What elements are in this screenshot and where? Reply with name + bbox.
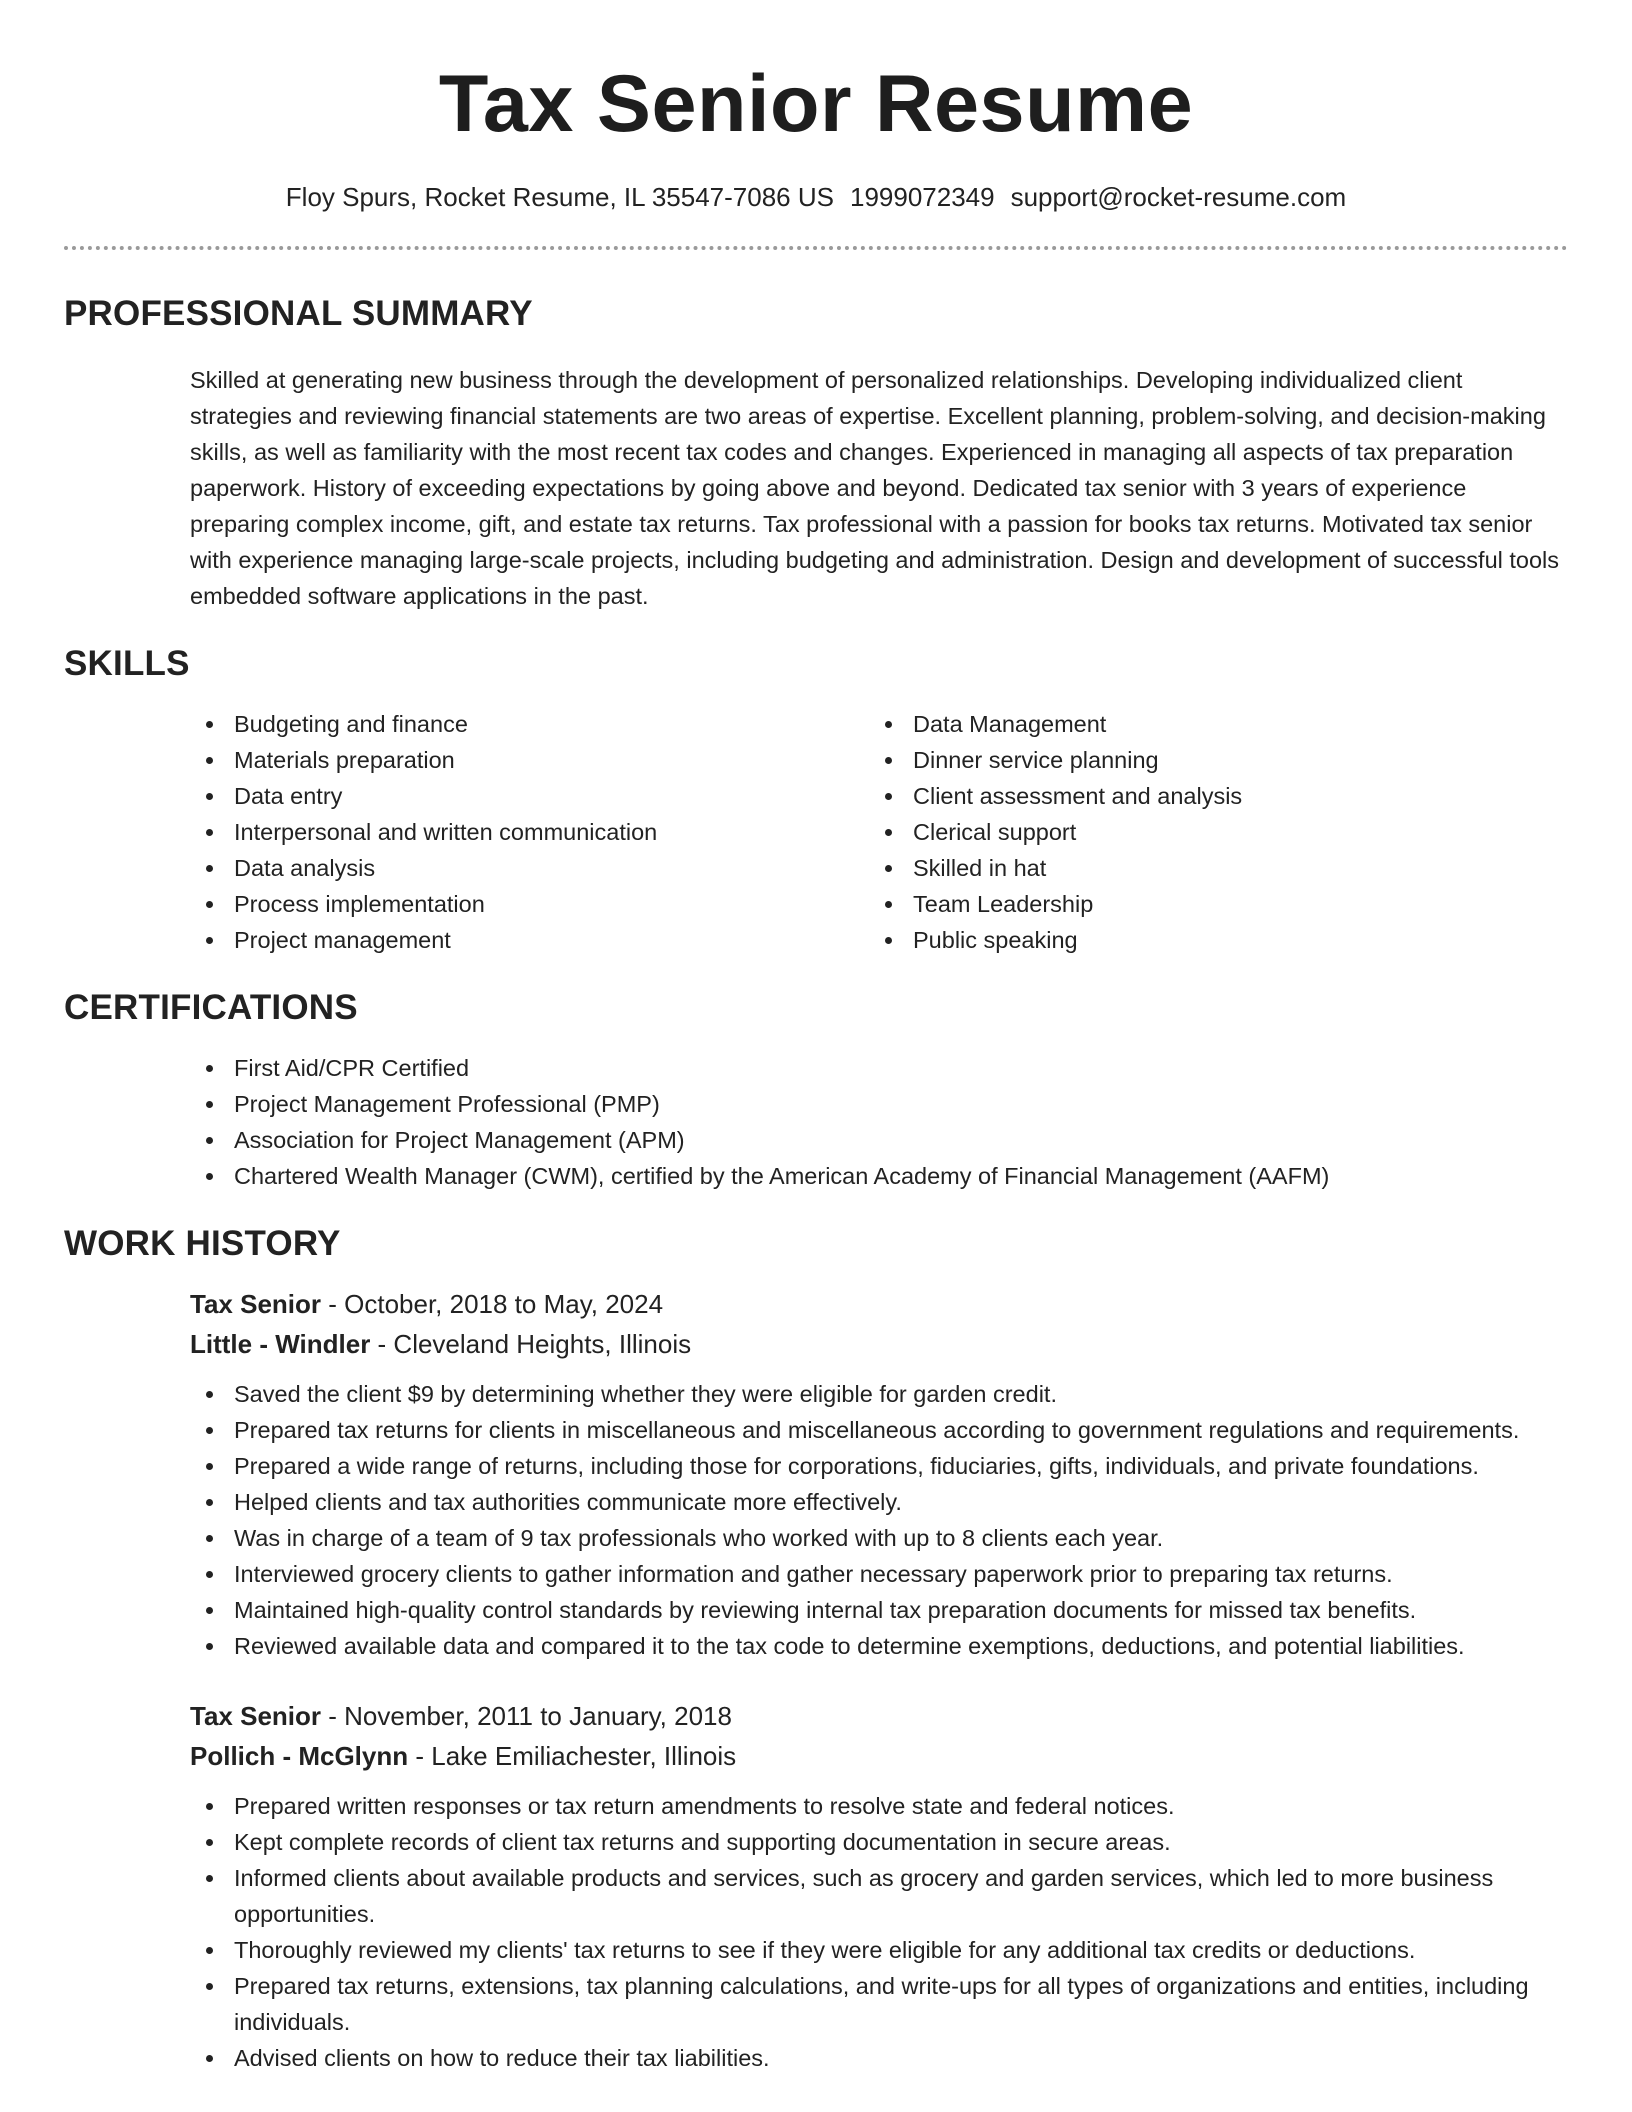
job-bullet-list [190,1788,1568,2076]
skill-item: Process implementation [190,886,869,922]
job-title: Tax Senior [190,1289,322,1319]
skill-item: Team Leadership [869,886,1548,922]
header-divider [64,246,1568,250]
resume-title: Tax Senior Resume [438,59,1194,149]
skill-item: Project management [190,922,869,958]
job-bullet: Maintained high-quality control standards by reviewing internal tax preparation documents for missed tax benefits. [190,1592,1568,1628]
certification-item: Chartered Wealth Manager (CWM), certified by the American Academy of Financial Management (AAFM) [190,1158,1568,1194]
job-bullet: Helped clients and tax authorities communicate more effectively. [190,1484,1568,1520]
job-bullet: Prepared a wide range of returns, including those for corporations, fiduciaries, gifts, individuals, and private foundations. [190,1448,1568,1484]
skill-item: Data Management [869,706,1548,742]
summary-text: Skilled at generating new business through the development of personalized relationships. Developing individualized client strategies and reviewing financial statements are two areas of expertise. Excellent planning, problem-solving, and decision-making skills, as well as familiarity with the most recent tax codes and changes. Experienced in managing all aspects of tax preparation paperwork. History of exceeding expectations by going above and beyond. Dedicated tax senior with 3 years of experience preparing complex income, gift, and estate tax returns. Tax professional with a passion for books tax returns. Motivated tax senior with experience managing large-scale projects, including budgeting and administration. Design and development of successful tools embedded software applications in the past. [190,367,1560,609]
skill-item: Dinner service planning [869,742,1548,778]
job-bullet: Prepared tax returns, extensions, tax planning calculations, and write-ups for all types of organizations and entities, including individuals. [190,1968,1568,2040]
section-heading-work-history: WORK HISTORY [64,1224,341,1263]
job-bullet: Kept complete records of client tax returns and supporting documentation in secure areas. [190,1824,1568,1860]
job-entry [64,1696,1568,2076]
job-bullet: Was in charge of a team of 9 tax professionals who worked with up to 8 clients each year. [190,1520,1568,1556]
job-bullet: Informed clients about available products and services, such as grocery and garden services, which led to more business opportunities. [190,1860,1568,1932]
section-heading-certifications: CERTIFICATIONS [64,988,358,1027]
contact-info [64,182,1568,213]
job-company-line [190,1324,1568,1364]
resume-page [64,0,1568,2076]
certification-item: Association for Project Management (APM) [190,1122,1568,1158]
skills-grid [190,706,1568,958]
contact-address: Floy Spurs, Rocket Resume, IL 35547-7086 US [285,182,834,212]
certifications-list [190,1050,1568,1194]
skill-item: Client assessment and analysis [869,778,1548,814]
job-bullet: Advised clients on how to reduce their tax liabilities. [190,2040,1568,2076]
skill-item: Public speaking [869,922,1548,958]
section-heading-summary: PROFESSIONAL SUMMARY [64,294,533,333]
job-title: Tax Senior [190,1701,322,1731]
skill-item: Skilled in hat [869,850,1548,886]
job-bullet-list [190,1376,1568,1664]
skill-item: Data entry [190,778,869,814]
certifications-section [64,988,1568,1194]
job-company: Pollich - McGlynn [190,1741,409,1771]
section-heading-skills: SKILLS [64,644,190,683]
skill-item: Budgeting and finance [190,706,869,742]
job-title-line [190,1284,1568,1324]
contact-email[interactable]: support@rocket-resume.com [1010,182,1347,212]
skills-list-right [869,706,1548,958]
job-bullet: Saved the client $9 by determining whether they were eligible for garden credit. [190,1376,1568,1412]
job-bullet: Prepared written responses or tax return amendments to resolve state and federal notices. [190,1788,1568,1824]
job-company-line [190,1736,1568,1776]
job-dates: - November, 2011 to January, 2018 [321,1701,732,1731]
skill-item: Materials preparation [190,742,869,778]
job-location: - Lake Emiliachester, Illinois [408,1741,737,1771]
skill-item: Data analysis [190,850,869,886]
job-company: Little - Windler [190,1329,371,1359]
contact-phone: 1999072349 [849,182,995,212]
job-bullet: Reviewed available data and compared it to the tax code to determine exemptions, deductions, and potential liabilities. [190,1628,1568,1664]
job-location: - Cleveland Heights, Illinois [370,1329,692,1359]
work-history-section [64,1224,1568,2076]
job-bullet: Prepared tax returns for clients in miscellaneous and miscellaneous according to government regulations and requirements. [190,1412,1568,1448]
skills-list-left [190,706,869,958]
job-entry [64,1284,1568,1664]
job-title-line [190,1696,1568,1736]
certification-item: First Aid/CPR Certified [190,1050,1568,1086]
skills-section [64,644,1568,958]
skill-item: Interpersonal and written communication [190,814,869,850]
professional-summary-section [64,294,1568,614]
skill-item: Clerical support [869,814,1548,850]
certification-item: Project Management Professional (PMP) [190,1086,1568,1122]
job-dates: - October, 2018 to May, 2024 [321,1289,664,1319]
job-bullet: Interviewed grocery clients to gather information and gather necessary paperwork prior to preparing tax returns. [190,1556,1568,1592]
job-bullet: Thoroughly reviewed my clients' tax returns to see if they were eligible for any additional tax credits or deductions. [190,1932,1568,1968]
